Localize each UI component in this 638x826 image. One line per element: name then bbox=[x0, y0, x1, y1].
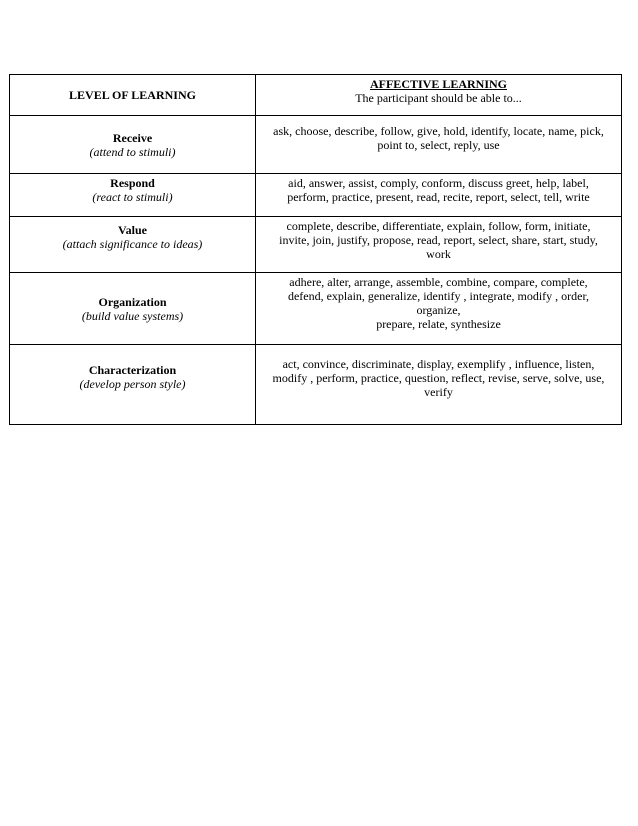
level-of-learning-header: LEVEL OF LEARNING bbox=[10, 75, 256, 116]
affective-learning-subtitle: The participant should be able to... bbox=[355, 91, 522, 105]
level-description: (attend to stimuli) bbox=[89, 144, 176, 159]
level-cell-characterization bbox=[10, 345, 256, 425]
verbs-line: act, convince, discriminate, display, exemplify , influence, listen, bbox=[282, 357, 595, 371]
verbs-line: adhere, alter, arrange, assemble, combine, compare, complete, bbox=[289, 275, 588, 289]
verbs-cell-receive bbox=[256, 116, 622, 174]
level-description: (attach significance to ideas) bbox=[62, 237, 203, 251]
affective-learning-table bbox=[9, 74, 622, 425]
verbs-cell-respond bbox=[256, 174, 622, 217]
table-row bbox=[10, 217, 622, 273]
level-description: (develop person style) bbox=[79, 377, 186, 391]
verbs-line: work bbox=[426, 247, 451, 261]
verbs-line: prepare, relate, synthesize bbox=[376, 317, 501, 331]
verbs-line: ask, choose, describe, follow, give, hold, identify, locate, name, pick, bbox=[273, 124, 604, 138]
affective-learning-header bbox=[256, 75, 622, 116]
level-cell-receive bbox=[10, 116, 256, 174]
level-name: Receive bbox=[112, 130, 153, 145]
verbs-line: point to, select, reply, use bbox=[377, 138, 500, 152]
level-cell-respond bbox=[10, 174, 256, 217]
table-row bbox=[10, 116, 622, 174]
verbs-cell-value bbox=[256, 217, 622, 273]
level-name: Characterization bbox=[88, 363, 177, 377]
verbs-line: perform, practice, present, read, recite, report, select, tell, write bbox=[287, 190, 590, 204]
verbs-line: defend, explain, generalize, identify , integrate, modify , order, bbox=[287, 289, 590, 303]
verbs-line: verify bbox=[424, 385, 453, 399]
level-description: (build value systems) bbox=[81, 308, 184, 323]
verbs-line: organize, bbox=[416, 303, 461, 317]
verbs-line: aid, answer, assist, comply, conform, discuss greet, help, label, bbox=[288, 176, 589, 190]
level-cell-value bbox=[10, 217, 256, 273]
table-row bbox=[10, 273, 622, 345]
level-name: Organization bbox=[98, 294, 167, 309]
table-row bbox=[10, 174, 622, 217]
verbs-line: modify , perform, practice, question, reflect, revise, serve, solve, use, bbox=[272, 371, 605, 385]
affective-learning-title: AFFECTIVE LEARNING bbox=[369, 77, 507, 91]
table-row bbox=[10, 345, 622, 425]
level-description: (react to stimuli) bbox=[92, 190, 173, 204]
verbs-line: complete, describe, differentiate, explain, follow, form, initiate, bbox=[286, 219, 591, 233]
verbs-cell-organization bbox=[256, 273, 622, 345]
level-name: Respond bbox=[110, 176, 155, 190]
verbs-line: invite, join, justify, propose, read, report, select, share, start, study, bbox=[279, 233, 598, 247]
level-name: Value bbox=[118, 223, 147, 237]
level-cell-organization bbox=[10, 273, 256, 345]
verbs-cell-characterization bbox=[256, 345, 622, 425]
table-header-row bbox=[10, 75, 622, 116]
